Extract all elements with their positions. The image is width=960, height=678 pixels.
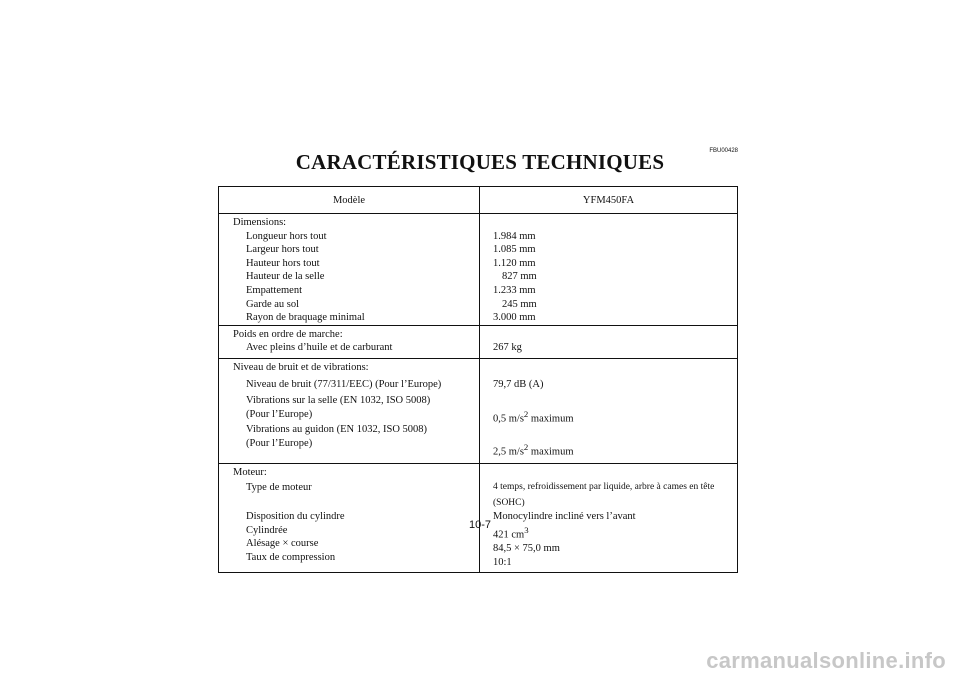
type-moteur-label: Type de moteur: [246, 482, 312, 494]
document-code: FBU00428: [709, 148, 738, 154]
poids-heading: Poids en ordre de marche:: [233, 328, 343, 340]
vibrations-selle-label-2: (Pour l’Europe): [246, 408, 313, 420]
type-moteur-value-1: 4 temps, refroidissement par liquide, arbre à cames en tête: [493, 482, 715, 493]
alesage-course-value: 84,5 × 75,0 mm: [493, 542, 560, 554]
column-header-model-value: YFM450FA: [480, 187, 738, 214]
section-poids: [219, 325, 738, 358]
table-row: [219, 463, 738, 573]
table-row: [219, 214, 738, 326]
largeur-value: 1.085 mm: [493, 244, 536, 256]
empattement-value: 1.233 mm: [493, 284, 536, 296]
niveau-bruit-label: Niveau de bruit (77/311/EEC) (Pour l’Europe): [246, 378, 442, 390]
table-row: [219, 325, 738, 358]
longueur-value: 1.984 mm: [493, 230, 536, 242]
section-dimensions: [219, 214, 738, 326]
largeur-label: Largeur hors tout: [246, 244, 319, 256]
longueur-label: Longueur hors tout: [246, 230, 327, 242]
niveau-bruit-value: 79,7 dB (A): [493, 378, 544, 390]
moteur-heading: Moteur:: [233, 466, 267, 478]
rayon-braquage-value: 3.000 mm: [493, 312, 536, 324]
vibrations-guidon-label-2: (Pour l’Europe): [246, 437, 313, 449]
page-number: 10-7: [468, 519, 492, 531]
alesage-course-label: Alésage × course: [246, 538, 319, 550]
vibrations-guidon-label-1: Vibrations au guidon (EN 1032, ISO 5008): [246, 424, 428, 436]
hauteur-selle-label: Hauteur de la selle: [246, 271, 325, 283]
disposition-cylindre-label: Disposition du cylindre: [246, 511, 345, 523]
rayon-braquage-label: Rayon de braquage minimal: [246, 312, 365, 324]
table-header-row: [219, 187, 738, 214]
hauteur-selle-value: 827 mm: [502, 271, 537, 283]
vibrations-selle-value: 0,5 $m/s^2$ maximum: [493, 408, 574, 425]
section-bruit-vibrations: [219, 358, 738, 463]
taux-compression-value: 10:1: [493, 556, 512, 568]
taux-compression-label: Taux de compression: [246, 552, 336, 564]
table-row: [219, 358, 738, 463]
empattement-label: Empattement: [246, 284, 302, 296]
page-title: CARACTÉRISTIQUES TECHNIQUES: [295, 150, 665, 174]
vibrations-guidon-value: 2,5 $m/s^2$ maximum: [493, 442, 574, 458]
bruit-heading: Niveau de bruit et de vibrations:: [233, 361, 369, 373]
cylindree-value: 421 $cm^3$: [493, 524, 529, 541]
pleins-value: 267 kg: [493, 342, 522, 354]
disposition-cylindre-value: Monocylindre incliné vers l’avant: [493, 511, 636, 523]
watermark: carmanualsonline.info: [706, 648, 946, 673]
specifications-table: [218, 186, 738, 573]
pleins-label: Avec pleins d’huile et de carburant: [246, 342, 393, 354]
cylindree-label: Cylindrée: [246, 524, 288, 536]
type-moteur-value-2: (SOHC): [493, 497, 525, 508]
vibrations-selle-label-1: Vibrations sur la selle (EN 1032, ISO 5008): [246, 395, 431, 407]
hauteur-value: 1.120 mm: [493, 257, 536, 269]
garde-sol-label: Garde au sol: [246, 298, 300, 310]
hauteur-label: Hauteur hors tout: [246, 257, 320, 269]
column-header-model: Modèle: [219, 187, 480, 214]
dimensions-heading: Dimensions:: [233, 217, 287, 228]
section-moteur: [219, 463, 738, 573]
garde-sol-value: 245 mm: [502, 298, 537, 310]
